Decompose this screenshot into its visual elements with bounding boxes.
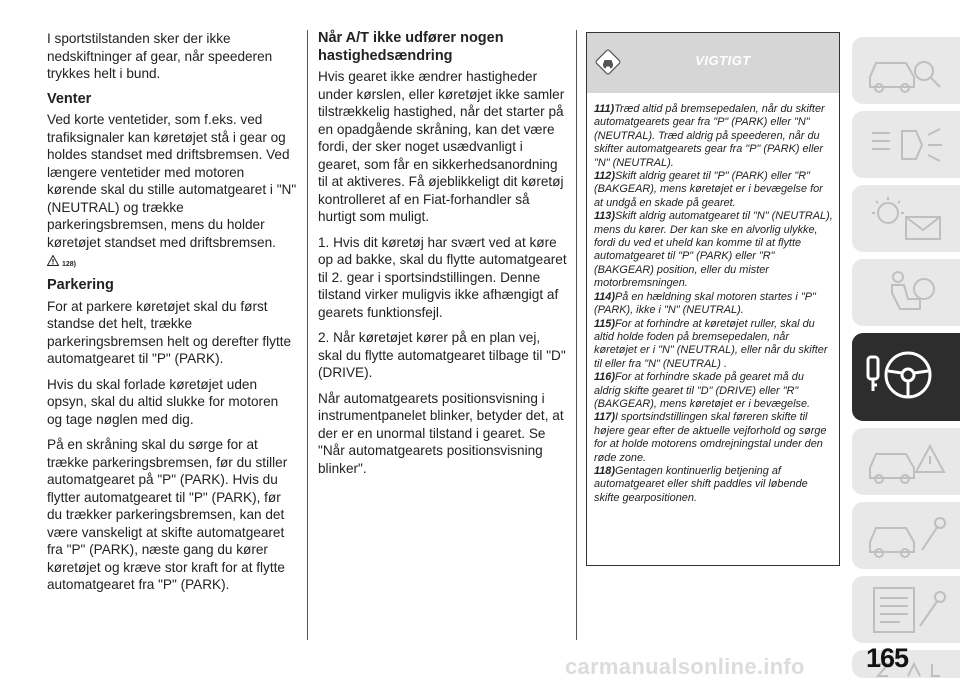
warning-item-number: 115) [594,317,615,330]
warning-title: VIGTIGT [695,53,751,68]
warning-header [587,33,839,93]
warning-item-number: 112) [594,170,615,183]
warning-item-number: 113) [594,210,615,223]
warning-item [594,291,833,318]
paragraph: Hvis du skal forlade køretøjet uden opsyn, skal du altid slukke for motoren og tage nøglen med dig. [47,376,279,427]
warning-item [594,465,833,505]
tab-car-search[interactable] [852,37,960,104]
tab-dashboard-lights[interactable] [852,111,960,178]
car-warning-icon [864,438,949,486]
paragraph: Hvis gearet ikke ændrer hastigheder under kørslen, eller køretøjet ikke samler tilstrækkelig hastighed, når det starter på en opadgående skråning, kan det være fordi, der sker noget usædvanligt i gearet, som får en sikkerhedsanordning til at aktiveres. Få øjeblikkeligt dit køretøj kontrolleret af en Fiat-forhandler så hurtigt som muligt. [318,69,565,224]
warning-box [586,32,840,566]
warning-item [594,371,833,411]
warning-item [594,318,833,372]
warning-triangle-icon [47,255,59,266]
spec-sheet-icon [864,586,949,634]
warning-item-text: På en hældning skal motoren startes i "P" (PARK), ikke i "N" (NEUTRAL). [594,290,816,317]
warning-item [594,170,833,210]
paragraph: For at parkere køretøjet skal du først standse det helt, trække parkeringsbremsen helt og derefter flytte automatgearet til "P" (PARK). [47,298,292,366]
heading-parkering: Parkering [47,277,114,293]
warning-item [594,411,833,465]
paragraph: På en skråning skal du sørge for at trække parkeringsbremsen, før du stiller automatgearet på "P" (PARK). Hvis du flytter automatgearet til "P" (PARK), før du trækker parkeringsbremsen, kan det være vanskeligt at skifte automatgearet fra "P" (PARK), næste gang du kører køretøjet og kræve stor kraft for at flytte automatgearet fra "P" (PARK). [47,437,288,592]
warning-item [594,103,833,170]
tab-seat-airbag[interactable] [852,259,960,326]
warning-item-text: For at forhindre at køretøjet ruller, skal du altid holde foden på bremsepedalen, når køretøjet er i "N" (NEUTRAL), eller når du skifter til eller fra "N" (NEUTRAL) . [594,317,828,370]
warning-reference-number: 128) [62,261,77,268]
warning-reference[interactable] [47,255,297,275]
car-search-icon [864,47,949,95]
warning-item-text: For at forhindre skade på gearet må du aldrig skifte gearet til "D" (DRIVE) eller "R" (BAKGEAR), mens køretøjet er i bevægelse. [594,371,811,410]
warning-item-text: Træd altid på bremsepedalen, når du skifter automatgearets gear fra "P" (PARK) eller "N" (NEUTRAL). Træd aldrig på speederen, når du skifter automatgearets gear fra "P" (PARK) eller "N" (NEUTRAL). [594,103,825,169]
warning-item-number: 111) [594,103,615,115]
paragraph: 2. Når køretøjet kører på en plan vej, skal du flytte automatgearet tilbage til "D" (DRIVE). [318,330,566,380]
paragraph: 1. Hvis dit køretøj har svært ved at køre op ad bakke, skal du flytte automatgearet til 2. gear i sportsindstillingen. Denne tilstand virker muligvis ikke afhængigt af gearets funktionsfejl. [318,234,567,320]
warning-item-text: Gentagen kontinuerlig betjening af automatgearet eller shift paddles vil løbende skifte gearpositionen. [594,464,808,504]
warning-light-message-icon [864,195,949,243]
warning-item-number: 117) [594,411,615,424]
paragraph: I sportstilstanden sker der ikke nedskiftninger af gear, når speederen trykkes helt i bund. [47,31,273,81]
warning-item-text: I sportsindstillingen skal føreren skifte til højere gear efter de aktuelle vejforhold og sørge for at holde motorens omdrejningstal under den røde zone. [594,411,827,464]
warning-item-text: Skift aldrig gearet til "P" (PARK) eller "R" (BAKGEAR), mens køretøjet er i bevægelse for at undgå en skade på gearet. [594,170,823,209]
heading-at-no-shift: Når A/T ikke udfører nogen hastighedsændring [318,30,504,64]
tab-technical-data[interactable] [852,576,960,643]
tab-maintenance[interactable] [852,502,960,569]
tab-starting-driving[interactable] [852,333,960,421]
watermark: carmanualsonline.info [565,654,805,679]
tab-lights-messages[interactable] [852,185,960,252]
seat-airbag-icon [864,269,949,317]
column-divider [576,30,577,640]
warning-item-number: 114) [594,290,615,303]
column-divider [307,30,308,640]
warning-item-text: Skift aldrig automatgearet til "N" (NEUTRAL), mens du kører. Der kan ske en alvorlig ulykke, fordi du ved et uheld kan komme til at flytte automatgearet til "P" (PARK) eller "R" (BAKGEAR) position, eller du mister motorbremsningen. [594,210,833,290]
tab-emergency[interactable] [852,428,960,495]
warning-list [587,93,839,505]
paragraph: Ved korte ventetider, som f.eks. ved trafiksignaler kan køretøjet stå i gear og holdes standset med driftsbremsen. Ved længere ventetider med motoren kørende skal du stille automatgearet i "N" (NEUTRAL) og trække parkeringsbremsen, mens du holder køretøjet standset med driftsbremsen. [47,112,297,250]
key-steering-wheel-icon [864,343,949,411]
warning-item-number: 116) [594,371,615,384]
car-wrench-icon [864,512,949,560]
paragraph: Når automatgearets positionsvisning i instrumentpanelet blinker, betyder det, at der er en unormal tilstand i gearet. Se "Når automatgearets positionsvisning blinker". [318,390,564,476]
dashboard-lights-icon [864,121,949,169]
heading-venter: Venter [47,90,92,107]
warning-item [594,210,833,290]
column-1 [47,30,297,602]
column-2 [318,30,568,485]
page-number: 165 [866,643,909,673]
warning-item-number: 118) [594,464,615,477]
